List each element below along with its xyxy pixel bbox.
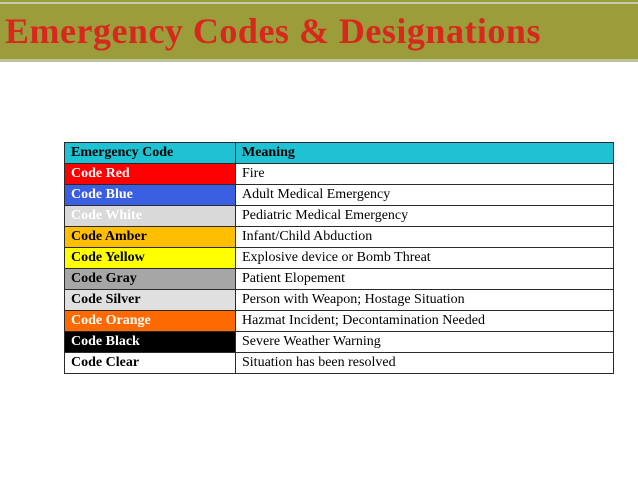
emergency-code-cell: Code Silver bbox=[65, 290, 236, 311]
emergency-code-cell: Code White bbox=[65, 206, 236, 227]
emergency-code-cell: Code Yellow bbox=[65, 248, 236, 269]
slide-title: Emergency Codes & Designations bbox=[5, 11, 541, 51]
table-row bbox=[65, 185, 614, 206]
table-row bbox=[65, 206, 614, 227]
meaning-cell: Adult Medical Emergency bbox=[236, 185, 614, 206]
table-row bbox=[65, 269, 614, 290]
title-bar bbox=[0, 0, 638, 62]
emergency-code-cell: Code Clear bbox=[65, 353, 236, 374]
meaning-cell: Hazmat Incident; Decontamination Needed bbox=[236, 311, 614, 332]
table-header-row bbox=[65, 143, 614, 164]
table-row bbox=[65, 227, 614, 248]
table-body bbox=[65, 164, 614, 374]
title-bar-accent-line bbox=[0, 2, 638, 4]
emergency-code-cell: Code Amber bbox=[65, 227, 236, 248]
table-row bbox=[65, 332, 614, 353]
emergency-code-cell: Code Blue bbox=[65, 185, 236, 206]
table-row bbox=[65, 248, 614, 269]
meaning-cell: Severe Weather Warning bbox=[236, 332, 614, 353]
meaning-cell: Infant/Child Abduction bbox=[236, 227, 614, 248]
emergency-codes-table bbox=[64, 142, 614, 374]
emergency-code-cell: Code Orange bbox=[65, 311, 236, 332]
header-emergency-code: Emergency Code bbox=[65, 143, 236, 164]
table-row bbox=[65, 353, 614, 374]
meaning-cell: Fire bbox=[236, 164, 614, 185]
emergency-code-cell: Code Black bbox=[65, 332, 236, 353]
meaning-cell: Explosive device or Bomb Threat bbox=[236, 248, 614, 269]
meaning-cell: Person with Weapon; Hostage Situation bbox=[236, 290, 614, 311]
emergency-code-cell: Code Gray bbox=[65, 269, 236, 290]
meaning-cell: Situation has been resolved bbox=[236, 353, 614, 374]
table-row bbox=[65, 311, 614, 332]
header-meaning: Meaning bbox=[236, 143, 614, 164]
table-row bbox=[65, 290, 614, 311]
table-row bbox=[65, 164, 614, 185]
meaning-cell: Pediatric Medical Emergency bbox=[236, 206, 614, 227]
emergency-code-cell: Code Red bbox=[65, 164, 236, 185]
meaning-cell: Patient Elopement bbox=[236, 269, 614, 290]
